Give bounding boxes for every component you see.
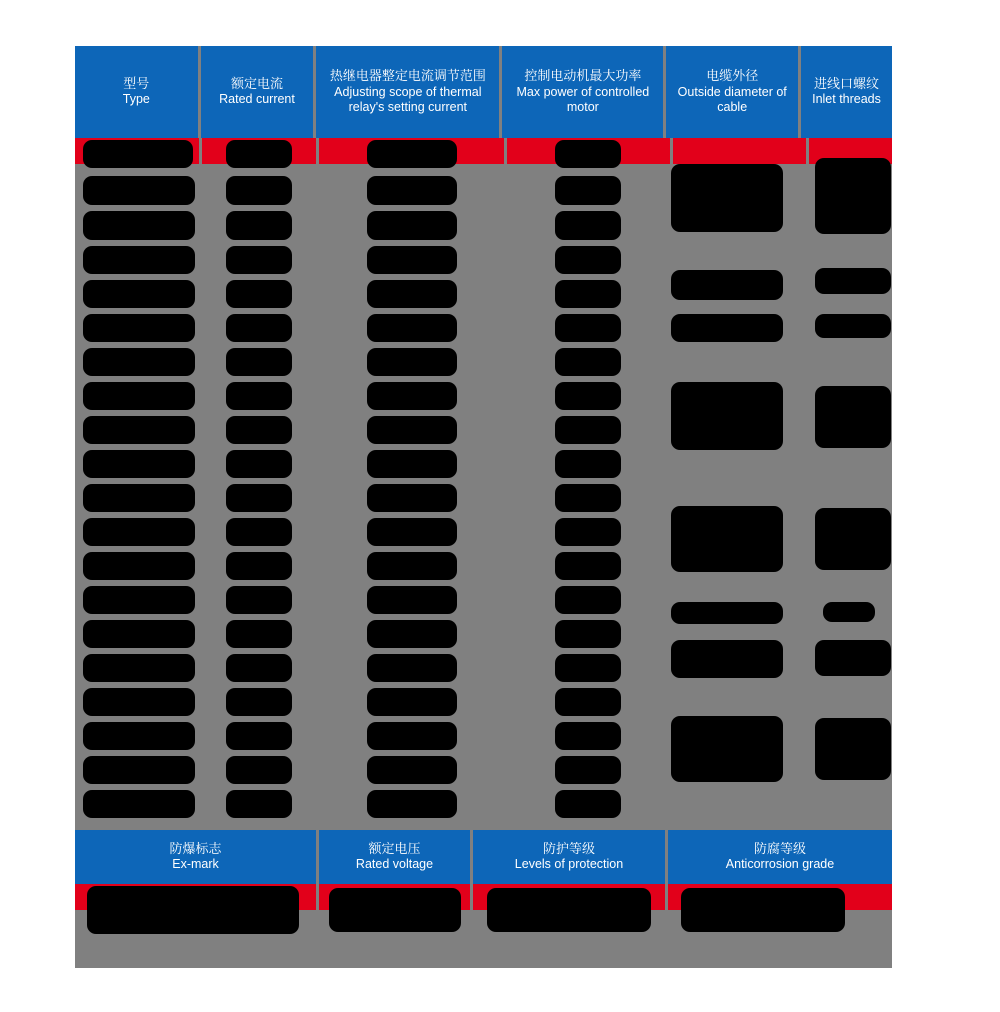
header-cell-type xyxy=(75,46,198,138)
redacted-cell xyxy=(367,140,457,168)
header-cell-max-power xyxy=(502,46,663,138)
header-cell-protection-level xyxy=(473,830,665,884)
redacted-cell xyxy=(367,654,457,682)
redacted-cell xyxy=(681,888,845,932)
redacted-cell xyxy=(83,280,195,308)
redacted-cell xyxy=(226,246,292,274)
redacted-cell xyxy=(367,552,457,580)
redacted-cell xyxy=(226,416,292,444)
redacted-cell xyxy=(367,620,457,648)
header-cell-cable-diameter-cn: 电缆外径 xyxy=(706,68,759,84)
header-cell-max-power-en: Max power of controlled motor xyxy=(516,84,650,115)
redacted-cell xyxy=(367,586,457,614)
header-cell-thermal-relay-range-cn: 热继电器整定电流调节范围 xyxy=(329,68,486,84)
redacted-cell xyxy=(555,314,621,342)
redacted-cell xyxy=(555,211,621,240)
redacted-cell xyxy=(367,484,457,512)
header-cell-rated-voltage-cn: 额定电压 xyxy=(368,841,421,857)
redacted-cell xyxy=(83,314,195,342)
header-cell-thermal-relay-range xyxy=(316,46,499,138)
redacted-cell xyxy=(226,280,292,308)
redacted-cell xyxy=(329,888,461,932)
accent-seg-5 xyxy=(673,138,806,164)
header-cell-rated-current xyxy=(201,46,314,138)
redacted-cell-merged xyxy=(823,602,875,622)
redacted-cell xyxy=(367,348,457,376)
redacted-cell-merged xyxy=(815,718,891,780)
redacted-cell xyxy=(555,586,621,614)
redacted-cell xyxy=(367,382,457,410)
redacted-cell xyxy=(226,348,292,376)
redacted-cell xyxy=(83,382,195,410)
header-cell-cable-diameter xyxy=(666,46,798,138)
redacted-cell xyxy=(367,790,457,818)
redacted-cell xyxy=(367,450,457,478)
redacted-cell xyxy=(367,314,457,342)
redacted-cell xyxy=(226,790,292,818)
header-cell-thermal-relay-range-en: Adjusting scope of thermal relay's setting current xyxy=(334,84,482,115)
spec-table-sheet xyxy=(75,46,892,968)
redacted-cell xyxy=(83,246,195,274)
redacted-cell xyxy=(487,888,651,932)
redacted-cell xyxy=(555,348,621,376)
redacted-cell-merged xyxy=(815,158,891,234)
redacted-cell-merged xyxy=(815,268,891,294)
redacted-cell xyxy=(555,382,621,410)
redacted-cell xyxy=(555,176,621,205)
redacted-cell xyxy=(555,688,621,716)
redacted-cell xyxy=(367,176,457,205)
redacted-cell xyxy=(226,620,292,648)
header-cell-ex-mark-en: Ex-mark xyxy=(172,857,219,872)
redacted-cell xyxy=(83,450,195,478)
header-cell-protection-level-en: Levels of protection xyxy=(514,857,624,872)
redacted-cell xyxy=(83,518,195,546)
redacted-cell xyxy=(555,654,621,682)
redacted-cell xyxy=(83,416,195,444)
redacted-cell xyxy=(83,140,193,168)
redacted-cell xyxy=(83,654,195,682)
redacted-cell xyxy=(83,722,195,750)
redacted-cell xyxy=(367,211,457,240)
redacted-cell xyxy=(83,176,195,205)
redacted-cell xyxy=(367,688,457,716)
redacted-cell xyxy=(83,586,195,614)
redacted-cell xyxy=(226,314,292,342)
header-cell-rated-voltage xyxy=(319,830,470,884)
redacted-cell xyxy=(226,450,292,478)
redacted-cell xyxy=(367,280,457,308)
redacted-cell xyxy=(83,620,195,648)
redacted-cell xyxy=(555,484,621,512)
redacted-cell xyxy=(226,484,292,512)
redacted-cell-merged xyxy=(815,386,891,448)
header-cell-anticorrosion-grade-cn: 防腐等级 xyxy=(753,841,806,857)
redacted-cell-merged xyxy=(671,602,783,624)
table-header-row-top xyxy=(75,46,892,138)
redacted-cell xyxy=(555,620,621,648)
redacted-cell-merged xyxy=(671,506,783,572)
redacted-cell xyxy=(555,246,621,274)
header-cell-inlet-threads xyxy=(801,46,892,138)
redacted-cell xyxy=(226,654,292,682)
redacted-cell xyxy=(555,518,621,546)
redacted-cell xyxy=(83,552,195,580)
header-cell-protection-level-cn: 防护等级 xyxy=(542,841,595,857)
redacted-cell-merged xyxy=(815,508,891,570)
accent-band-top xyxy=(75,138,892,164)
redacted-cell xyxy=(83,688,195,716)
header-cell-inlet-threads-cn: 进线口螺纹 xyxy=(813,76,879,92)
redacted-cell xyxy=(226,586,292,614)
redacted-cell xyxy=(226,176,292,205)
redacted-cell xyxy=(226,756,292,784)
header-cell-max-power-cn: 控制电动机最大功率 xyxy=(524,68,642,84)
redacted-cell xyxy=(555,280,621,308)
redacted-cell xyxy=(226,552,292,580)
header-cell-type-cn: 型号 xyxy=(123,76,150,92)
redacted-cell-merged xyxy=(671,314,783,342)
redacted-cell xyxy=(83,348,195,376)
redacted-cell-merged xyxy=(671,270,783,300)
header-cell-ex-mark-cn: 防爆标志 xyxy=(169,841,222,857)
redacted-cell xyxy=(555,790,621,818)
redacted-cell xyxy=(83,211,195,240)
redacted-cell xyxy=(367,722,457,750)
header-cell-rated-voltage-en: Rated voltage xyxy=(355,857,434,872)
header-cell-anticorrosion-grade-en: Anticorrosion grade xyxy=(725,857,835,872)
redacted-cell xyxy=(555,552,621,580)
redacted-cell xyxy=(367,416,457,444)
redacted-cell xyxy=(367,518,457,546)
redacted-cell-merged xyxy=(815,314,891,338)
header-cell-rated-current-en: Rated current xyxy=(219,92,295,107)
redacted-cell xyxy=(226,211,292,240)
redacted-cell xyxy=(555,416,621,444)
redacted-cell xyxy=(226,688,292,716)
header-cell-anticorrosion-grade xyxy=(668,830,892,884)
redacted-cell xyxy=(555,756,621,784)
redacted-cell xyxy=(83,756,195,784)
redacted-cell xyxy=(87,886,299,934)
header-cell-rated-current-cn: 额定电流 xyxy=(230,76,283,92)
redacted-cell xyxy=(226,518,292,546)
redacted-cell xyxy=(555,722,621,750)
redacted-cell xyxy=(83,790,195,818)
redacted-cell xyxy=(226,382,292,410)
table-header-row-bottom xyxy=(75,830,892,884)
redacted-cell xyxy=(226,722,292,750)
header-cell-inlet-threads-en: Inlet threads xyxy=(812,92,881,107)
redacted-cell-merged xyxy=(671,382,783,450)
redacted-cell xyxy=(367,756,457,784)
redacted-cell-merged xyxy=(815,640,891,676)
redacted-cell xyxy=(226,140,292,168)
header-cell-cable-diameter-en: Outside diameter of cable xyxy=(677,84,787,115)
redacted-cell xyxy=(83,484,195,512)
redacted-cell xyxy=(555,450,621,478)
header-cell-type-en: Type xyxy=(122,92,150,107)
redacted-cell xyxy=(367,246,457,274)
redacted-cell-merged xyxy=(671,164,783,232)
redacted-cell-merged xyxy=(671,716,783,782)
redacted-cell-merged xyxy=(671,640,783,678)
redacted-cell xyxy=(555,140,621,168)
header-cell-ex-mark xyxy=(75,830,316,884)
